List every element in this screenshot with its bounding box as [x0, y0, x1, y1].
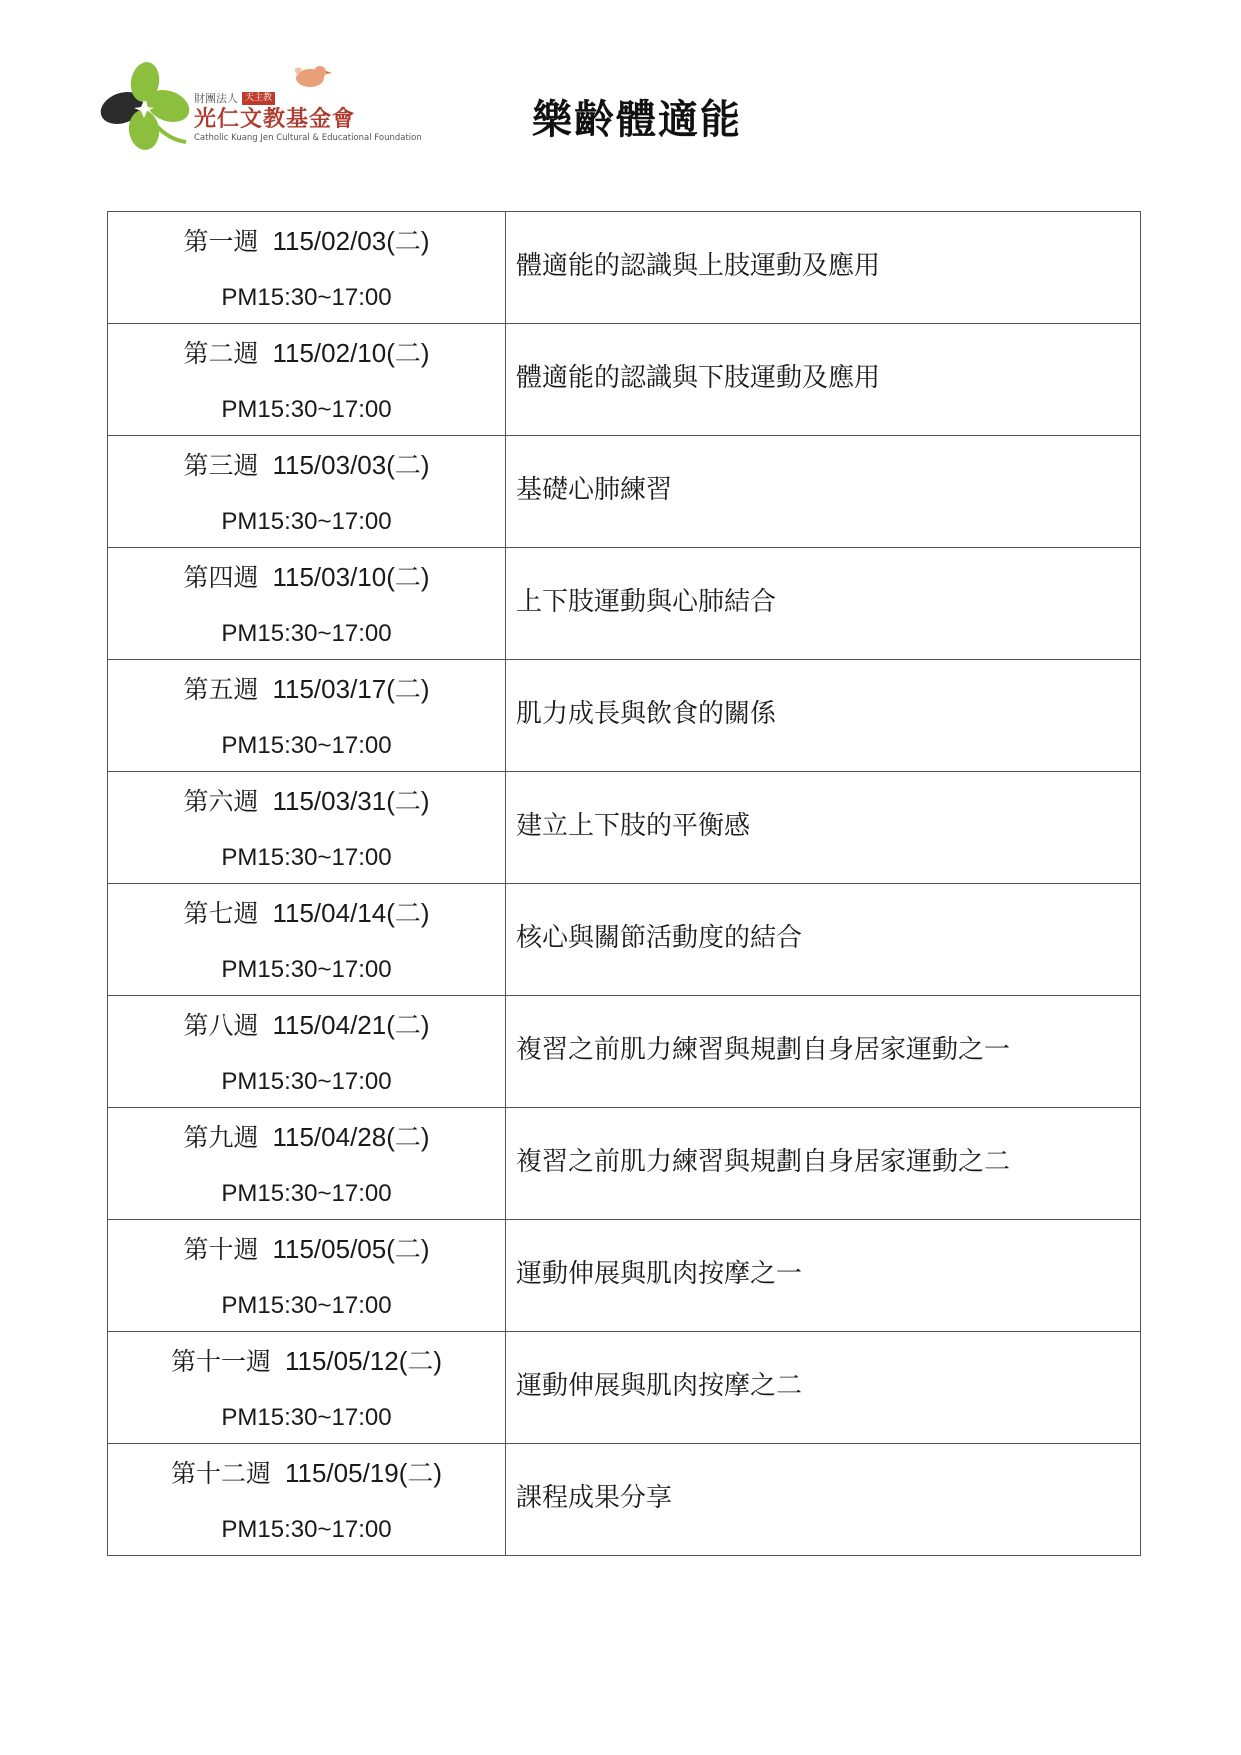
time-value: PM15:30~17:00 [221, 1068, 392, 1095]
date-cell [108, 1444, 506, 1556]
date-line [108, 448, 505, 483]
topic-cell [506, 548, 1141, 660]
foundation-logo [90, 60, 450, 160]
topic-cell [506, 884, 1141, 996]
topic-cell [506, 324, 1141, 436]
time-value: PM15:30~17:00 [221, 284, 392, 311]
topic-text: 上下肢運動與心肺結合 [516, 587, 777, 617]
date-value: 115/05/19(二) [284, 1458, 443, 1488]
time-value: PM15:30~17:00 [221, 732, 392, 759]
date-value: 115/03/10(二) [272, 562, 430, 592]
week-label: 第九週 [183, 1123, 259, 1152]
date-value: 115/05/05(二) [272, 1234, 430, 1264]
page-title: 樂齡體適能 [532, 96, 742, 143]
time-value: PM15:30~17:00 [221, 1180, 392, 1207]
date-line [108, 784, 505, 819]
date-cell [108, 660, 506, 772]
date-value: 115/04/14(二) [272, 898, 430, 928]
topic-text: 運動伸展與肌肉按摩之一 [516, 1259, 803, 1289]
time-value: PM15:30~17:00 [221, 1292, 392, 1319]
date-value: 115/04/28(二) [272, 1122, 430, 1152]
date-line [108, 1008, 505, 1043]
date-cell [108, 324, 506, 436]
schedule-body [108, 212, 1141, 1556]
logo-english-name: Catholic Kuang Jen Cultural & Educational Foundation [194, 133, 422, 143]
time-value: PM15:30~17:00 [221, 1404, 392, 1431]
logo-text-block [194, 90, 454, 144]
date-cell [108, 772, 506, 884]
topic-cell [506, 1332, 1141, 1444]
clover-icon [90, 60, 200, 160]
week-label: 第四週 [183, 563, 259, 592]
date-line [108, 1232, 505, 1267]
table-row [108, 772, 1141, 884]
date-value: 115/03/03(二) [272, 450, 430, 480]
time-value: PM15:30~17:00 [221, 620, 392, 647]
schedule-table [107, 211, 1141, 1556]
table-row [108, 996, 1141, 1108]
date-cell [108, 884, 506, 996]
date-value: 115/03/31(二) [272, 786, 430, 816]
logo-tag: 天主教 [242, 92, 275, 105]
logo-subtitle [194, 90, 454, 106]
week-label: 第五週 [183, 675, 259, 704]
week-label: 第六週 [183, 787, 259, 816]
week-label: 第十週 [183, 1235, 259, 1264]
date-cell [108, 436, 506, 548]
week-label: 第三週 [183, 451, 259, 480]
week-label: 第十二週 [170, 1459, 271, 1488]
week-label: 第七週 [183, 899, 259, 928]
table-row [108, 660, 1141, 772]
date-cell [108, 1332, 506, 1444]
time-value: PM15:30~17:00 [221, 396, 392, 423]
topic-text: 基礎心肺練習 [516, 475, 673, 505]
table-row [108, 324, 1141, 436]
topic-cell [506, 660, 1141, 772]
date-cell [108, 1108, 506, 1220]
page-header [0, 0, 1241, 180]
date-value: 115/05/12(二) [284, 1346, 443, 1376]
topic-cell [506, 1220, 1141, 1332]
table-row [108, 436, 1141, 548]
table-row [108, 884, 1141, 996]
date-line [108, 672, 505, 707]
date-value: 115/02/03(二) [272, 226, 430, 256]
bird-icon [280, 60, 340, 90]
logo-small-text: 財團法人 [194, 92, 238, 105]
topic-cell [506, 212, 1141, 324]
table-row [108, 548, 1141, 660]
topic-cell [506, 1444, 1141, 1556]
logo-name: 光仁文教基金會 [194, 106, 356, 132]
date-line [108, 1120, 505, 1155]
date-line [108, 224, 505, 259]
topic-text: 複習之前肌力練習與規劃自身居家運動之一 [516, 1035, 1011, 1065]
topic-text: 運動伸展與肌肉按摩之二 [516, 1371, 803, 1401]
time-value: PM15:30~17:00 [221, 956, 392, 983]
topic-text: 體適能的認識與下肢運動及應用 [516, 363, 881, 393]
topic-text: 建立上下肢的平衡感 [516, 811, 751, 841]
topic-text: 體適能的認識與上肢運動及應用 [516, 251, 881, 281]
topic-cell [506, 772, 1141, 884]
date-value: 115/03/17(二) [272, 674, 430, 704]
topic-text: 課程成果分享 [516, 1483, 673, 1513]
topic-cell [506, 436, 1141, 548]
topic-text: 複習之前肌力練習與規劃自身居家運動之二 [516, 1147, 1011, 1177]
date-line [108, 1344, 505, 1379]
date-cell [108, 548, 506, 660]
date-cell [108, 1220, 506, 1332]
time-value: PM15:30~17:00 [221, 844, 392, 871]
table-row [108, 1444, 1141, 1556]
topic-text: 核心與關節活動度的結合 [516, 923, 803, 953]
week-label: 第一週 [183, 227, 259, 256]
date-line [108, 336, 505, 371]
topic-cell [506, 1108, 1141, 1220]
table-row [108, 1220, 1141, 1332]
time-value: PM15:30~17:00 [221, 508, 392, 535]
table-row [108, 1332, 1141, 1444]
date-line [108, 560, 505, 595]
date-cell [108, 996, 506, 1108]
date-line [108, 896, 505, 931]
week-label: 第八週 [183, 1011, 259, 1040]
topic-text: 肌力成長與飲食的關係 [516, 699, 777, 729]
week-label: 第二週 [183, 339, 259, 368]
time-value: PM15:30~17:00 [221, 1516, 392, 1543]
topic-cell [506, 996, 1141, 1108]
table-row [108, 212, 1141, 324]
date-value: 115/02/10(二) [272, 338, 430, 368]
week-label: 第十一週 [170, 1347, 271, 1376]
date-line [108, 1456, 505, 1491]
table-row [108, 1108, 1141, 1220]
date-value: 115/04/21(二) [272, 1010, 430, 1040]
date-cell [108, 212, 506, 324]
